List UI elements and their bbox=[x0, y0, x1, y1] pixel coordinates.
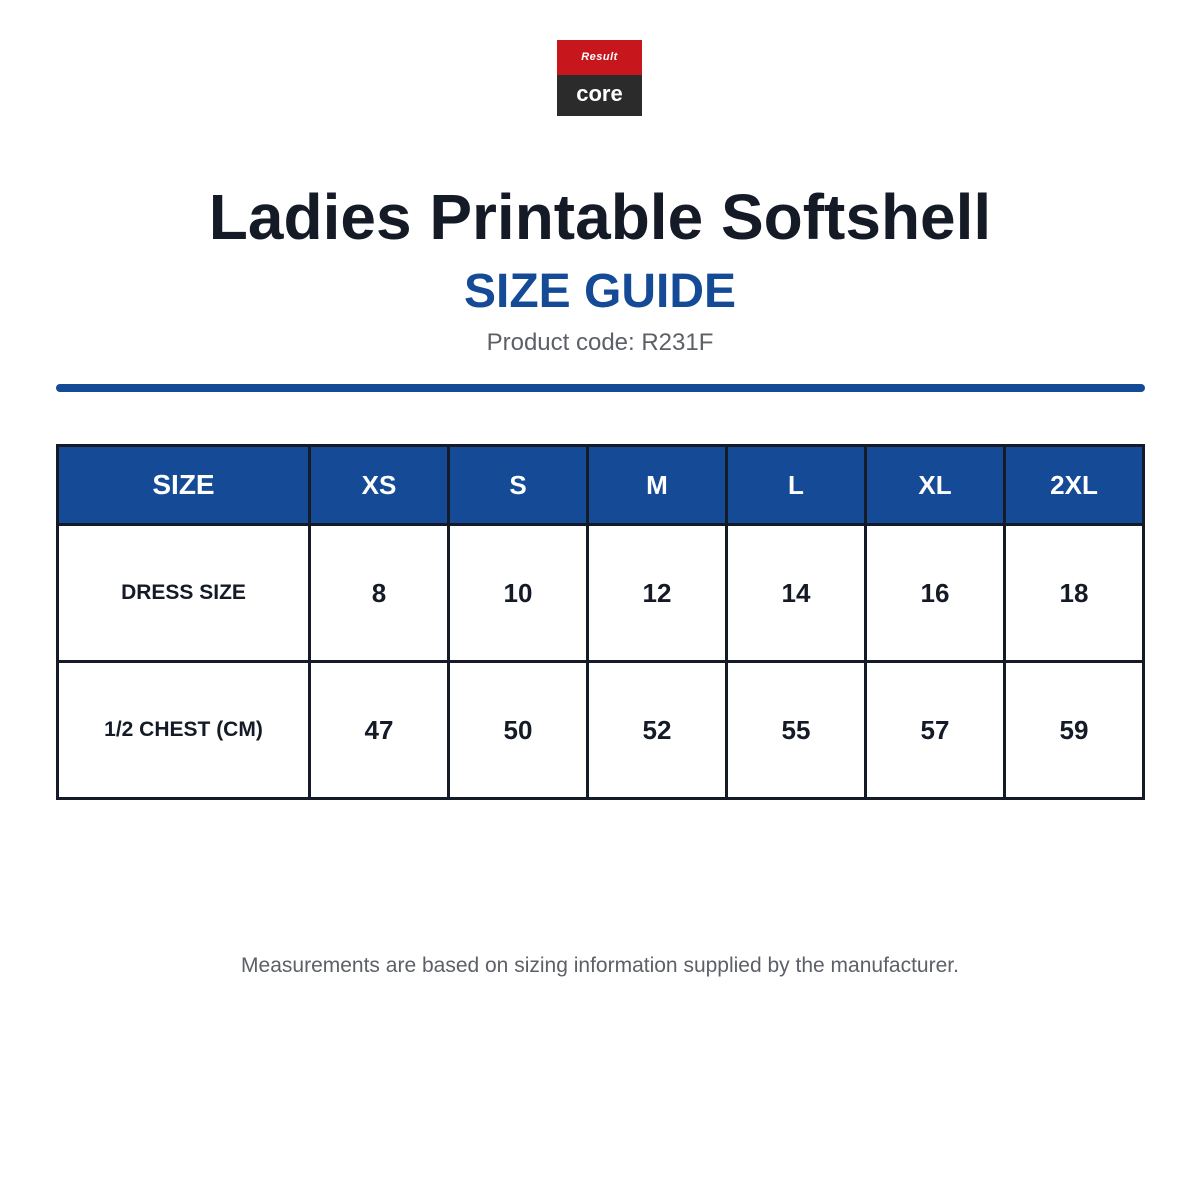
column-header: XS bbox=[310, 446, 449, 525]
logo-brand-text: Result bbox=[557, 40, 642, 75]
table-cell: 50 bbox=[449, 662, 588, 799]
divider bbox=[56, 384, 1145, 392]
table-cell: 14 bbox=[727, 525, 866, 662]
table-row bbox=[58, 525, 1144, 662]
size-header-label: SIZE bbox=[58, 446, 310, 525]
product-code: Product code: R231F bbox=[486, 329, 714, 356]
page-title: Ladies Printable Softshell bbox=[208, 181, 992, 253]
row-label: 1/2 CHEST (CM) bbox=[58, 662, 310, 799]
table-cell: 47 bbox=[310, 662, 449, 799]
table-cell: 10 bbox=[449, 525, 588, 662]
table-row bbox=[58, 662, 1144, 799]
column-header: S bbox=[449, 446, 588, 525]
table-cell: 16 bbox=[866, 525, 1005, 662]
table-cell: 55 bbox=[727, 662, 866, 799]
table-cell: 57 bbox=[866, 662, 1005, 799]
table-cell: 59 bbox=[1005, 662, 1144, 799]
logo-sub-brand-text: core bbox=[557, 75, 642, 116]
table-cell: 52 bbox=[588, 662, 727, 799]
column-header: L bbox=[727, 446, 866, 525]
footnote: Measurements are based on sizing information supplied by the manufacturer. bbox=[241, 954, 959, 977]
row-label: DRESS SIZE bbox=[58, 525, 310, 662]
column-header: M bbox=[588, 446, 727, 525]
result-core-logo bbox=[557, 40, 642, 116]
column-header: 2XL bbox=[1005, 446, 1144, 525]
page-subtitle: SIZE GUIDE bbox=[463, 265, 737, 318]
table-header-row bbox=[58, 446, 1144, 525]
size-table bbox=[56, 444, 1145, 800]
column-header: XL bbox=[866, 446, 1005, 525]
table-cell: 12 bbox=[588, 525, 727, 662]
table-cell: 8 bbox=[310, 525, 449, 662]
table-cell: 18 bbox=[1005, 525, 1144, 662]
